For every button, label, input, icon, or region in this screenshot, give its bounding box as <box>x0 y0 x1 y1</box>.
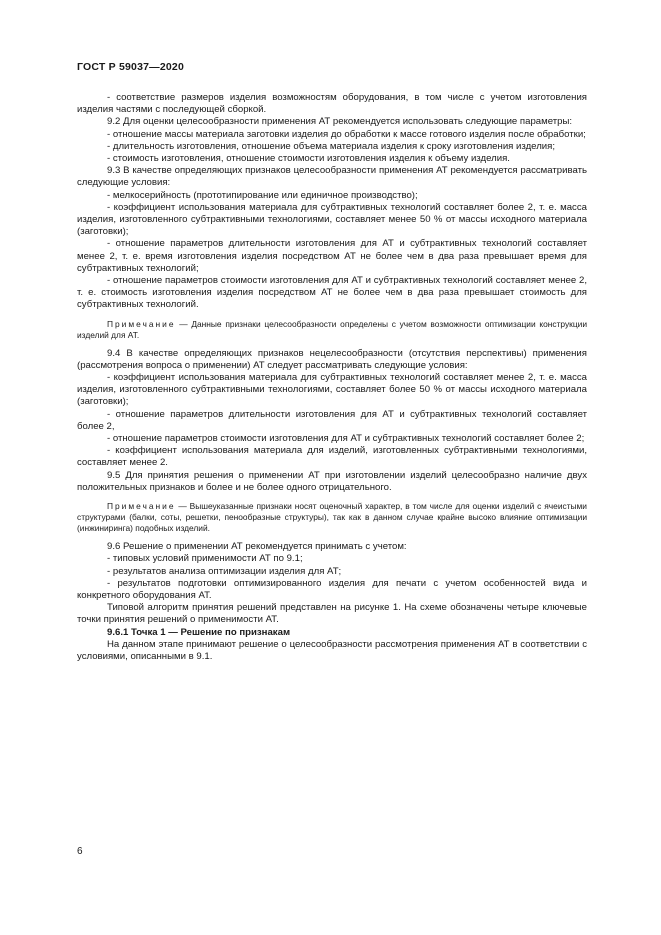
paragraph: - типовых условий применимости АТ по 9.1; <box>107 553 303 565</box>
note-text: — Вышеуказанные признаки носят оценочный характер, в том числе для оценки изделий с ячеистыми структурами (балки, соты, решетки, пенообразные структуры), так как в данном случае крайне высоко влияние оптимизации (инжиниринга) подобных изделий. <box>77 501 587 534</box>
paragraph: - отношение параметров длительности изготовления для АТ и субтрактивных технологий составляет менее 2, т. е. время изготовления изделия посредством АТ не более чем в два раза превышает время для субтрактивных технологий; <box>77 238 587 274</box>
paragraph: - стоимость изготовления, отношение стоимости изготовления изделия к объему изделия. <box>107 153 510 165</box>
note-2 <box>77 501 587 534</box>
page-number: 6 <box>77 846 83 857</box>
note-label: Примечание <box>107 501 176 512</box>
paragraph: - соответствие размеров изделия возможностям оборудования, в том числе с учетом изготовления изделия частями с последующей сборкой. <box>77 92 587 116</box>
document-body <box>77 92 587 663</box>
document-header: ГОСТ Р 59037—2020 <box>77 61 185 73</box>
paragraph: Типовой алгоритм принятия решений представлен на рисунке 1. На схеме обозначены четыре ключевые точки принятия решений о применимости АТ. <box>77 602 587 626</box>
paragraph: - мелкосерийность (прототипирование или единичное производство); <box>107 189 418 201</box>
paragraph: - отношение массы материала заготовки изделия до обработки к массе готового изделия после обработки; <box>107 128 586 140</box>
paragraph: 9.4 В качестве определяющих признаков нецелесообразности (отсутствия перспективы) применения (рассмотрения вопроса о применении) АТ следует рассматривать следующие условия: <box>77 347 587 371</box>
note-1 <box>77 319 587 341</box>
paragraph: - результатов анализа оптимизации изделия для АТ; <box>107 565 342 577</box>
paragraph: 9.6 Решение о применении АТ рекомендуется принимать с учетом: <box>107 541 407 553</box>
paragraph: - коэффициент использования материала для субтрактивных технологий составляет более 2, т. е. масса изделия, изготовленного субтрактивными технологиями, составляет менее 50 % от массы исходного материала (заготовки); <box>77 201 587 238</box>
paragraph: - коэффициент использования материала для изделий, изготовленных субтрактивными технологиями, составляет менее 2. <box>77 445 587 469</box>
paragraph: 9.3 В качестве определяющих признаков целесообразности применения АТ рекомендуется рассматривать следующие условия: <box>77 165 587 189</box>
subheading: 9.6.1 Точка 1 — Решение по признакам <box>107 626 291 638</box>
paragraph: - отношение параметров стоимости изготовления для АТ и субтрактивных технологий составляет более 2; <box>107 433 585 445</box>
paragraph: - коэффициент использования материала для субтрактивных технологий составляет менее 2, т. е. масса изделия, изготовленного субтрактивными технологиями, составляет более 50 % от массы исходного материала (заготовки); <box>77 372 587 408</box>
note-label: Примечание <box>107 318 176 329</box>
paragraph: - отношение параметров стоимости изготовления для АТ и субтрактивных технологий составляет менее 2, т. е. стоимость изготовления изделия посредством АТ не более чем в два раза превышает стоимость для субтрактивных технологий. <box>77 275 587 311</box>
note-text: — Данные признаки целесообразности определены с учетом возможности оптимизации конструкции изделий для АТ. <box>77 318 587 340</box>
paragraph: На данном этапе принимают решение о целесообразности рассмотрения применения АТ в соответствии с условиями, описанными в 9.1. <box>77 638 587 662</box>
paragraph: - отношение параметров длительности изготовления для АТ и субтрактивных технологий составляет более 2, <box>77 408 587 432</box>
paragraph: 9.5 Для принятия решения о применении АТ при изготовлении изделий целесообразно наличие двух положительных признаков и более и не более одного отрицательного. <box>77 469 587 493</box>
paragraph: - длительность изготовления, отношение объема материала изделия к сроку изготовления изделия; <box>107 140 556 152</box>
paragraph: 9.2 Для оценки целесообразности применения АТ рекомендуется использовать следующие параметры: <box>107 116 573 128</box>
paragraph: - результатов подготовки оптимизированного изделия для печати с учетом особенностей вида и конкретного оборудования АТ. <box>77 577 587 601</box>
